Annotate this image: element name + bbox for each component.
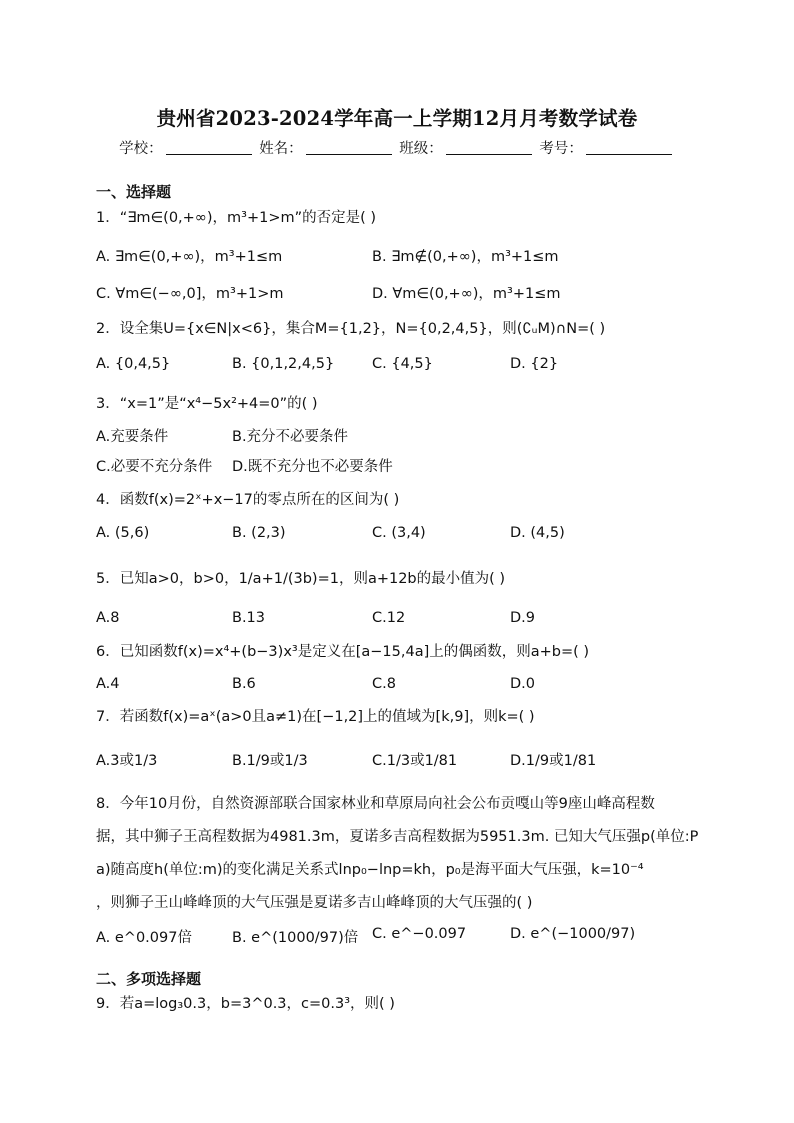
school-label: 学校：: [119, 141, 163, 157]
question-number: 4．: [96, 492, 120, 508]
q1-option-a: A. ∃m∈(0,+∞)，m³+1≤m: [96, 249, 283, 265]
q2-option-d: D. {2}: [510, 356, 559, 372]
q6-option-b: B.6: [232, 676, 256, 692]
question-8-line-3: a)随高度h(单位:m)的变化满足关系式lnp₀−lnp=kh，p₀是海平面大气压强，k=10⁻⁴: [96, 862, 644, 878]
question-stem: 已知函数f(x)=x⁴+(b−3)x³是定义在[a−15,4a]上的偶函数，则a+b=( ): [119, 644, 590, 660]
name-label: 姓名：: [259, 141, 303, 157]
question-7: [96, 705, 535, 726]
q7-option-d: D.1/9或1/81: [510, 753, 597, 769]
question-3: [96, 392, 318, 413]
question-number: 5．: [96, 571, 120, 587]
exam-title: 贵州省2023-2024学年高一上学期12月月考数学试卷: [156, 107, 638, 130]
q1-option-b: B. ∃m∉(0,+∞)，m³+1≤m: [372, 249, 559, 265]
q3-option-c: C.必要不充分条件: [96, 459, 213, 475]
question-number: 6．: [96, 644, 120, 660]
q8-option-b: B. e^(1000/97)倍: [232, 930, 359, 946]
q8-option-a: A. e^0.097倍: [96, 930, 192, 946]
q2-option-c: C. {4,5}: [372, 356, 433, 372]
q7-option-a: A.3或1/3: [96, 753, 158, 769]
q1-option-c: C. ∀m∈(−∞,0]，m³+1>m: [96, 286, 284, 302]
question-2: [96, 317, 605, 338]
q6-option-d: D.0: [510, 676, 535, 692]
section-single-choice: 一、选择题: [96, 183, 172, 201]
q5-option-a: A.8: [96, 610, 120, 626]
question-number: 8．: [96, 796, 120, 812]
question-stem: 若函数f(x)=aˣ(a>0且a≠1)在[−1,2]上的值域为[k,9]，则k=( ): [119, 709, 535, 725]
question-stem: 已知a>0，b>0，1/a+1/(3b)=1，则a+12b的最小值为( ): [119, 571, 506, 587]
question-number: 2．: [96, 321, 120, 337]
question-8-line-4: ，则狮子王山峰峰顶的大气压强是夏诺多吉山峰峰顶的大气压强的( ): [96, 895, 533, 911]
question-9: [96, 992, 395, 1013]
question-stem: 函数f(x)=2ˣ+x−17的零点所在的区间为( ): [119, 492, 400, 508]
number-label: 考号：: [539, 141, 583, 157]
q5-option-d: D.9: [510, 610, 535, 626]
q7-option-b: B.1/9或1/3: [232, 753, 308, 769]
question-number: 1．: [96, 210, 120, 226]
q6-option-c: C.8: [372, 676, 396, 692]
q2-option-a: A. {0,4,5}: [96, 356, 171, 372]
student-info-line: [0, 137, 794, 158]
question-stem: “x=1”是“x⁴−5x²+4=0”的( ): [119, 396, 318, 412]
q6-option-a: A.4: [96, 676, 120, 692]
question-stem: “∃m∈(0,+∞)，m³+1>m”的否定是( ): [119, 210, 377, 226]
question-8: [96, 788, 701, 920]
name-blank[interactable]: [306, 140, 392, 155]
q5-option-b: B.13: [232, 610, 266, 626]
class-label: 班级：: [399, 141, 443, 157]
question-number: 3．: [96, 396, 120, 412]
question-8-line-2: 据，其中狮子王高程数据为4981.3m，夏诺多吉高程数据为5951.3m. 已知大气压强p(单位:P: [96, 829, 699, 845]
number-blank[interactable]: [586, 140, 672, 155]
q7-option-c: C.1/3或1/81: [372, 753, 458, 769]
q4-option-c: C. (3,4): [372, 525, 426, 541]
question-5: [96, 567, 505, 588]
q3-option-b: B.充分不必要条件: [232, 429, 349, 445]
q1-option-d: D. ∀m∈(0,+∞)，m³+1≤m: [372, 286, 561, 302]
q4-option-b: B. (2,3): [232, 525, 286, 541]
question-stem: 设全集U={x∈N|x<6}，集合M={1,2}，N={0,2,4,5}，则(∁ᵤM)∩N=( ): [119, 321, 606, 337]
q3-option-d: D.既不充分也不必要条件: [232, 459, 393, 475]
question-number: 7．: [96, 709, 120, 725]
question-1: [96, 206, 376, 227]
q4-option-a: A. (5,6): [96, 525, 150, 541]
question-stem: 若a=log₃0.3，b=3^0.3，c=0.3³，则( ): [119, 996, 395, 1012]
school-blank[interactable]: [166, 140, 252, 155]
section-multi-choice: 二、多项选择题: [96, 970, 202, 988]
q3-option-a: A.充要条件: [96, 429, 169, 445]
question-number: 9．: [96, 996, 120, 1012]
q8-option-d: D. e^(−1000/97): [510, 926, 636, 942]
class-blank[interactable]: [446, 140, 532, 155]
question-4: [96, 488, 399, 509]
q5-option-c: C.12: [372, 610, 406, 626]
question-6: [96, 640, 589, 661]
q2-option-b: B. {0,1,2,4,5}: [232, 356, 335, 372]
q4-option-d: D. (4,5): [510, 525, 565, 541]
question-8-line-1: 8．今年10月份，自然资源部联合国家林业和草原局向社会公布贡嘎山等9座山峰高程数: [96, 796, 655, 812]
q8-option-c: C. e^−0.097: [372, 926, 467, 942]
